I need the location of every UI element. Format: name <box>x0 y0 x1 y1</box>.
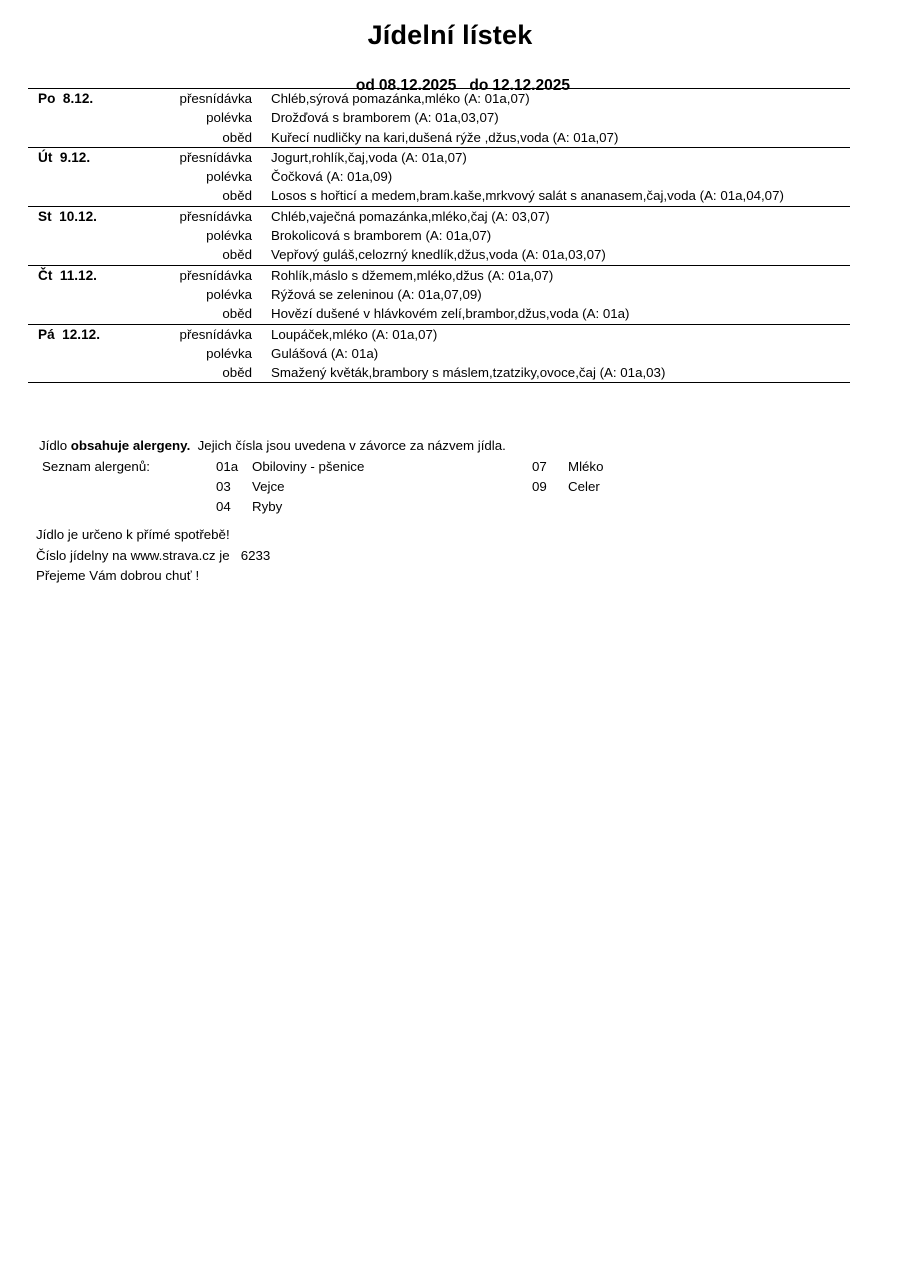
meal-type-label: polévka <box>206 110 252 126</box>
allergen-name: Obiloviny - pšenice <box>252 459 365 474</box>
meal-type-label: oběd <box>222 365 252 381</box>
menu-table-body <box>28 89 850 383</box>
meal-type-label: přesnídávka <box>179 208 252 224</box>
meal-description-cell <box>261 147 850 206</box>
notes-section <box>28 436 858 587</box>
allergen-legend-column-right <box>532 457 603 497</box>
meal-type-label: polévka <box>206 169 252 185</box>
allergen-code: 07 <box>532 459 547 474</box>
meal-type-label: přesnídávka <box>179 326 252 342</box>
meal-type-label: přesnídávka <box>179 149 252 165</box>
menu-day-row <box>28 206 850 265</box>
day-cell <box>28 265 124 324</box>
meal-description: Brokolicová s bramborem (A: 01a,07) <box>271 228 492 244</box>
allergen-legend-title: Seznam alergenů: <box>42 459 150 474</box>
allergen-name: Vejce <box>252 479 285 494</box>
to-label: do <box>469 76 489 94</box>
meal-type-label: oběd <box>222 188 252 204</box>
meal-type-cell <box>124 265 261 324</box>
meal-type-cell <box>124 206 261 265</box>
meal-description: Gulášová (A: 01a) <box>271 345 379 361</box>
menu-table <box>28 88 850 383</box>
allergen-legend-item <box>216 477 364 497</box>
meal-type-cell <box>124 147 261 206</box>
day-label: Čt 11.12. <box>38 267 97 283</box>
allergen-note <box>28 436 858 456</box>
allergen-legend-item <box>216 497 364 517</box>
allergen-code: 01a <box>216 459 239 474</box>
allergen-note-suffix: Jejich čísla jsou uvedena v závorce za názvem jídla. <box>190 438 506 453</box>
meal-description: Rohlík,máslo s džemem,mléko,džus (A: 01a,07) <box>271 267 554 283</box>
allergen-name: Celer <box>568 479 600 494</box>
meal-type-label: oběd <box>222 247 252 263</box>
allergen-code: 03 <box>216 479 231 494</box>
meal-type-cell <box>124 324 261 383</box>
day-cell <box>28 206 124 265</box>
meal-description: Chléb,sýrová pomazánka,mléko (A: 01a,07) <box>271 91 530 106</box>
allergen-legend-column-left <box>216 457 364 517</box>
allergen-note-prefix: Jídlo <box>39 438 71 453</box>
closing-note-line: Jídlo je určeno k přímé spotřebě! <box>36 527 230 542</box>
allergen-legend-item <box>532 457 603 477</box>
meal-description-cell <box>261 265 850 324</box>
menu-day-row <box>28 324 850 383</box>
meal-type-label: polévka <box>206 286 252 302</box>
meal-description: Smažený květák,brambory s máslem,tzatziky,ovoce,čaj (A: 01a,03) <box>271 365 666 381</box>
meal-description: Hovězí dušené v hlávkovém zelí,brambor,džus,voda (A: 01a) <box>271 306 630 322</box>
menu-day-row <box>28 265 850 324</box>
meal-description: Chléb,vaječná pomazánka,mléko,čaj (A: 03,07) <box>271 208 550 224</box>
meal-description: Drožďová s bramborem (A: 01a,03,07) <box>271 110 499 126</box>
meal-type-label: polévka <box>206 228 252 244</box>
closing-note-line: Číslo jídelny na www.strava.cz je 6233 <box>36 547 271 563</box>
meal-type-label: polévka <box>206 345 252 361</box>
to-date: 12.12.2025 <box>492 76 570 94</box>
day-cell <box>28 89 124 148</box>
meal-description: Kuřecí nudličky na kari,dušená rýže ,džus,voda (A: 01a,07) <box>271 129 619 145</box>
from-date: 08.12.2025 <box>378 76 457 94</box>
menu-day-row <box>28 147 850 206</box>
meal-description: Jogurt,rohlík,čaj,voda (A: 01a,07) <box>271 149 467 165</box>
allergen-name: Mléko <box>568 459 604 474</box>
from-label: od <box>355 76 375 94</box>
page-title: Jídelní lístek <box>367 20 533 50</box>
closing-notes <box>28 525 858 587</box>
meal-description: Vepřový guláš,celozrný knedlík,džus,voda (A: 01a,03,07) <box>271 247 606 263</box>
day-label: Pá 12.12. <box>38 326 100 342</box>
day-label: St 10.12. <box>38 208 97 224</box>
allergen-name: Ryby <box>252 499 283 514</box>
day-cell <box>28 147 124 206</box>
menu-day-row <box>28 89 850 148</box>
meal-description: Loupáček,mléko (A: 01a,07) <box>271 326 438 342</box>
day-label: Út 9.12. <box>38 149 91 165</box>
meal-type-cell <box>124 89 261 148</box>
meal-description-cell <box>261 89 850 148</box>
meal-type-label: přesnídávka <box>179 91 252 106</box>
allergen-legend <box>28 457 858 517</box>
meal-description-cell <box>261 324 850 383</box>
allergen-code: 09 <box>532 479 547 494</box>
closing-note-line: Přejeme Vám dobrou chuť ! <box>36 568 200 583</box>
meal-type-label: oběd <box>222 306 252 322</box>
meal-type-label: oběd <box>222 129 252 145</box>
allergen-legend-item <box>216 457 364 477</box>
meal-description: Losos s hořticí a medem,bram.kaše,mrkvový salát s ananasem,čaj,voda (A: 01a,04,07) <box>271 188 784 204</box>
meal-type-label: přesnídávka <box>179 267 252 283</box>
day-label: Po 8.12. <box>38 91 94 106</box>
meal-description-cell <box>261 206 850 265</box>
meal-description: Rýžová se zeleninou (A: 01a,07,09) <box>271 286 482 302</box>
allergen-note-emphasis: obsahuje alergeny. <box>70 438 191 453</box>
allergen-code: 04 <box>216 499 231 514</box>
allergen-legend-item <box>532 477 603 497</box>
day-cell <box>28 324 124 383</box>
meal-description: Čočková (A: 01a,09) <box>271 169 393 185</box>
